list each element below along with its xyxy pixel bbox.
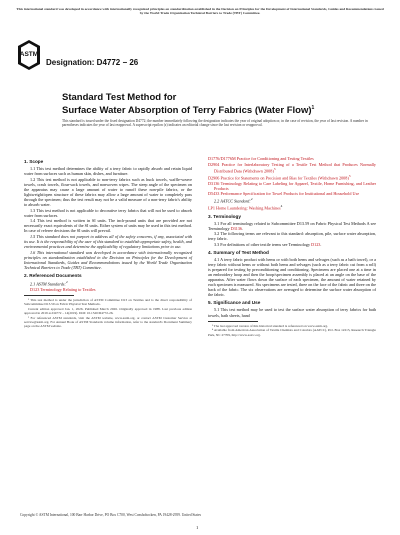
para-3-1-link[interactable]: D3136 <box>230 225 243 231</box>
ref-d2906-title[interactable]: Practice for Statements on Precision and Bias for Textiles (Withdrawn 2008) <box>219 175 349 181</box>
ref-d5433-title[interactable]: Performance Specification for Towel Products for Institutional and Household Use <box>219 191 360 197</box>
para-4-1: 4.1 A terry fabric product with hems or with both hems and selvages (such as a bath towel), or a terry fabric without hems or without both hems and selvages (such as a terry fabric cut from a roll) is prepared for testing by preconditioning and conditioning. Specimens are placed one at a time in an embroidery hoop and then the hoop/specimen assembly is placed at an angle on the base of the apparatus. After water flows down the surface of each specimen, the amount of water retained by each specimen is measured. Six specimens are tested, three on the face of the fabric and three on the back of the fabric. The six observations are averaged to determine the surface water absorption of the fabric. <box>208 257 376 298</box>
para-1-1: 1.1 This test method determines the ability of a terry fabric to rapidly absorb and retain liquid water from surfaces such as human skin, dishes, and furniture. <box>24 166 192 177</box>
ref-d2906 <box>208 174 376 180</box>
section-heading-significance: 5. Significance and Use <box>208 300 261 306</box>
footnote-rule-right <box>208 321 258 322</box>
left-column <box>24 156 192 329</box>
ref-d5433-link[interactable]: D5433 <box>208 191 220 197</box>
ref-d2904 <box>208 162 376 173</box>
ref-lp1 <box>208 204 376 210</box>
para-5-1: 5.1 This test method may be used to test the surface water absorption of terry fabrics for bath towels, bath sheets, hand <box>208 307 376 318</box>
footnote-3: ³ The last approved version of this historical standard is referenced on www.astm.org. <box>212 323 329 328</box>
ref-d2904-title[interactable]: Practice for Interlaboratory Testing of a Textile Test Method that Produces Normally Distributed Data (Withdrawn 2008) <box>214 161 376 174</box>
para-1-6: 1.6 This international standard was developed in accordance with internationally recognized principles on standardization established in the Decision on Principles for the Development of International Standards, Guides and Recommendations issued by the World Trade Organization Technical Barriers to Trade (TBT) Committee. <box>24 249 192 270</box>
footnotes-right <box>208 324 376 337</box>
ref-d5433 <box>208 191 376 196</box>
ref-d3136 <box>208 181 376 191</box>
right-column <box>208 156 376 337</box>
section-heading-terminology: 3. Terminology <box>208 213 241 219</box>
para-1-3: 1.3 This test method is not applicable to decorative terry fabrics that will not be used to absorb water from surfaces. <box>24 207 192 218</box>
footnote-1: ¹ This test method is under the jurisdiction of ASTM Committee D13 on Textiles and is the direct responsibility of Subcommittee D13.59 on Fabric Physical Test Methods. <box>24 298 192 307</box>
para-1-2: 1.2 This test method is not applicable to non-terry fabrics such as huck towels, waffle-weave towels, crash towels, flour-sack towels, and nonwoven wipes. The steep angle of the specimen on the apparatus may cause a large amount of water to runoff these non-pile fabrics, or the lightweight/open structure of these fabrics may allow a large amount of water to completely pass through the specimen; thus the test result may not be a valid measure of a non-terry fabric's ability to absorb water. <box>24 176 192 207</box>
para-3-1-text: 3.1 For all terminology related to Subcommittee D13.59 on Fabric Physical Test Methods A see Terminology <box>208 220 376 231</box>
para-3-3-link[interactable]: D123 <box>311 241 321 247</box>
para-3-3-text: 3.3 For definitions of other textile terms see Terminology <box>214 241 312 247</box>
ref-d123 <box>24 287 192 292</box>
para-2-2-text: 2.2 AATCC Standard: <box>214 198 251 204</box>
header-notice: This international standard was developed in accordance with internationally recognized principles on standardization established in the Decision on Principles for the Development of International Standards, Guides and Recommendations issued by the World Trade Organization Technical Barriers to Trade (TBT) Committee. <box>16 7 384 16</box>
prelude: This standard is issued under the fixed designation D4772; the number immediately following the designation indicates the year of original adoption or, in the case of revision, the year of last revision. A number in parentheses indicates the year of last reapproval. A superscript epsilon (ε) indicates an editorial change since the last revision or reapproval. <box>62 119 368 128</box>
para-2-1-fn: 2 <box>65 280 68 284</box>
title-line-2 <box>62 103 362 116</box>
astm-logo <box>18 40 40 70</box>
footnote-4: ⁴ Available from American Association of Textile Chemists and Colorists (AATCC), P.O. Box 12215, Research Triangle Park, NC 27709, http://www.aatcc.org. <box>208 328 376 337</box>
para-3-1 <box>208 221 376 231</box>
page-number: 1 <box>196 525 199 530</box>
ref-d3136-link[interactable]: D3136 <box>208 180 220 186</box>
title-text: Surface Water Absorption of Terry Fabrics (Water Flow) <box>62 105 312 117</box>
ref-d2904-fn: 3 <box>273 166 276 171</box>
designation: Designation: D4772 − 26 <box>46 58 139 67</box>
copyright-footer: Copyright © ASTM International, 100 Barr Harbor Drive, PO Box C700, West Conshohocken, PA 19428-2959. United States <box>20 513 202 517</box>
ref-lp1-title[interactable]: Home Laundering: Washing Machines <box>214 205 281 211</box>
ref-d2904-link[interactable]: D2904 <box>208 161 220 167</box>
para-1-5: 1.5 This standard does not purport to address all of the safety concerns, if any, associated with its use. It is the responsibility of the user of this standard to establish appropriate safety, health, and environmental practices and determine the applicability of regulatory limitations prior to use. <box>24 234 192 250</box>
para-2-1-text: 2.1 ASTM Standards: <box>30 281 66 287</box>
ref-d3136-title[interactable]: Terminology Relating to Care Labeling for Apparel, Textile, Home Furnishing, and Leather Products <box>214 180 376 191</box>
para-3-1-end: . <box>242 225 244 231</box>
footnote-rule <box>24 295 74 296</box>
para-2-2 <box>208 197 376 203</box>
para-3-3-end: . <box>320 241 322 247</box>
document-title <box>62 92 362 116</box>
footnotes-left <box>24 298 192 329</box>
footnote-1b: Current edition approved Jan. 1, 2026. Published March 2026. Originally approved in 1988. Last previous edition approved in 2019 as D4772 – 14(2019). DOI: 10.1520/D4772-26. <box>24 307 192 316</box>
para-2-2-fn: 4 <box>250 197 253 202</box>
ref-d2906-link[interactable]: D2906 <box>208 175 220 181</box>
ref-d1776 <box>208 156 376 161</box>
section-heading-scope: 1. Scope <box>24 159 44 164</box>
para-2-1 <box>24 280 192 286</box>
ref-d1776-link[interactable]: D1776/D1776M <box>208 156 236 161</box>
title-line-1: Standard Test Method for <box>62 92 177 103</box>
section-heading-references: 2. Referenced Documents <box>24 272 82 278</box>
ref-d1776-title[interactable]: Practice for Conditioning and Testing Textiles <box>235 156 314 161</box>
ref-lp1-link[interactable]: LP1 <box>208 205 215 211</box>
para-3-2: 3.2 The following terms are relevant to this standard: absorption, pile, surface water absorption, terry fabric. <box>208 231 376 242</box>
ref-d2906-fn: 3 <box>348 173 351 178</box>
para-3-3 <box>208 242 376 247</box>
ref-d123-link[interactable]: D123 <box>30 287 40 293</box>
title-footnote-mark: 1 <box>311 105 315 111</box>
para-1-4: 1.4 This test method is written in SI units. The inch-pound units that are provided are not necessarily exact equivalents of the SI units. Either system of units may be used in this test method. In case of referee decisions the SI units will prevail. <box>24 218 192 234</box>
section-heading-summary: 4. Summary of Test Method <box>208 250 269 256</box>
ref-d123-title[interactable]: Terminology Relating to Textiles <box>39 287 96 293</box>
footnote-2: ² For referenced ASTM standards, visit the ASTM website, www.astm.org, or contact ASTM Customer Service at service@astm.org. For Annual Book of ASTM Standards volume information, refer to the standard's Document Summary page on the ASTM website. <box>24 316 192 329</box>
ref-lp1-fn: 4 <box>280 204 283 209</box>
svg-text:ASTM: ASTM <box>19 51 39 58</box>
